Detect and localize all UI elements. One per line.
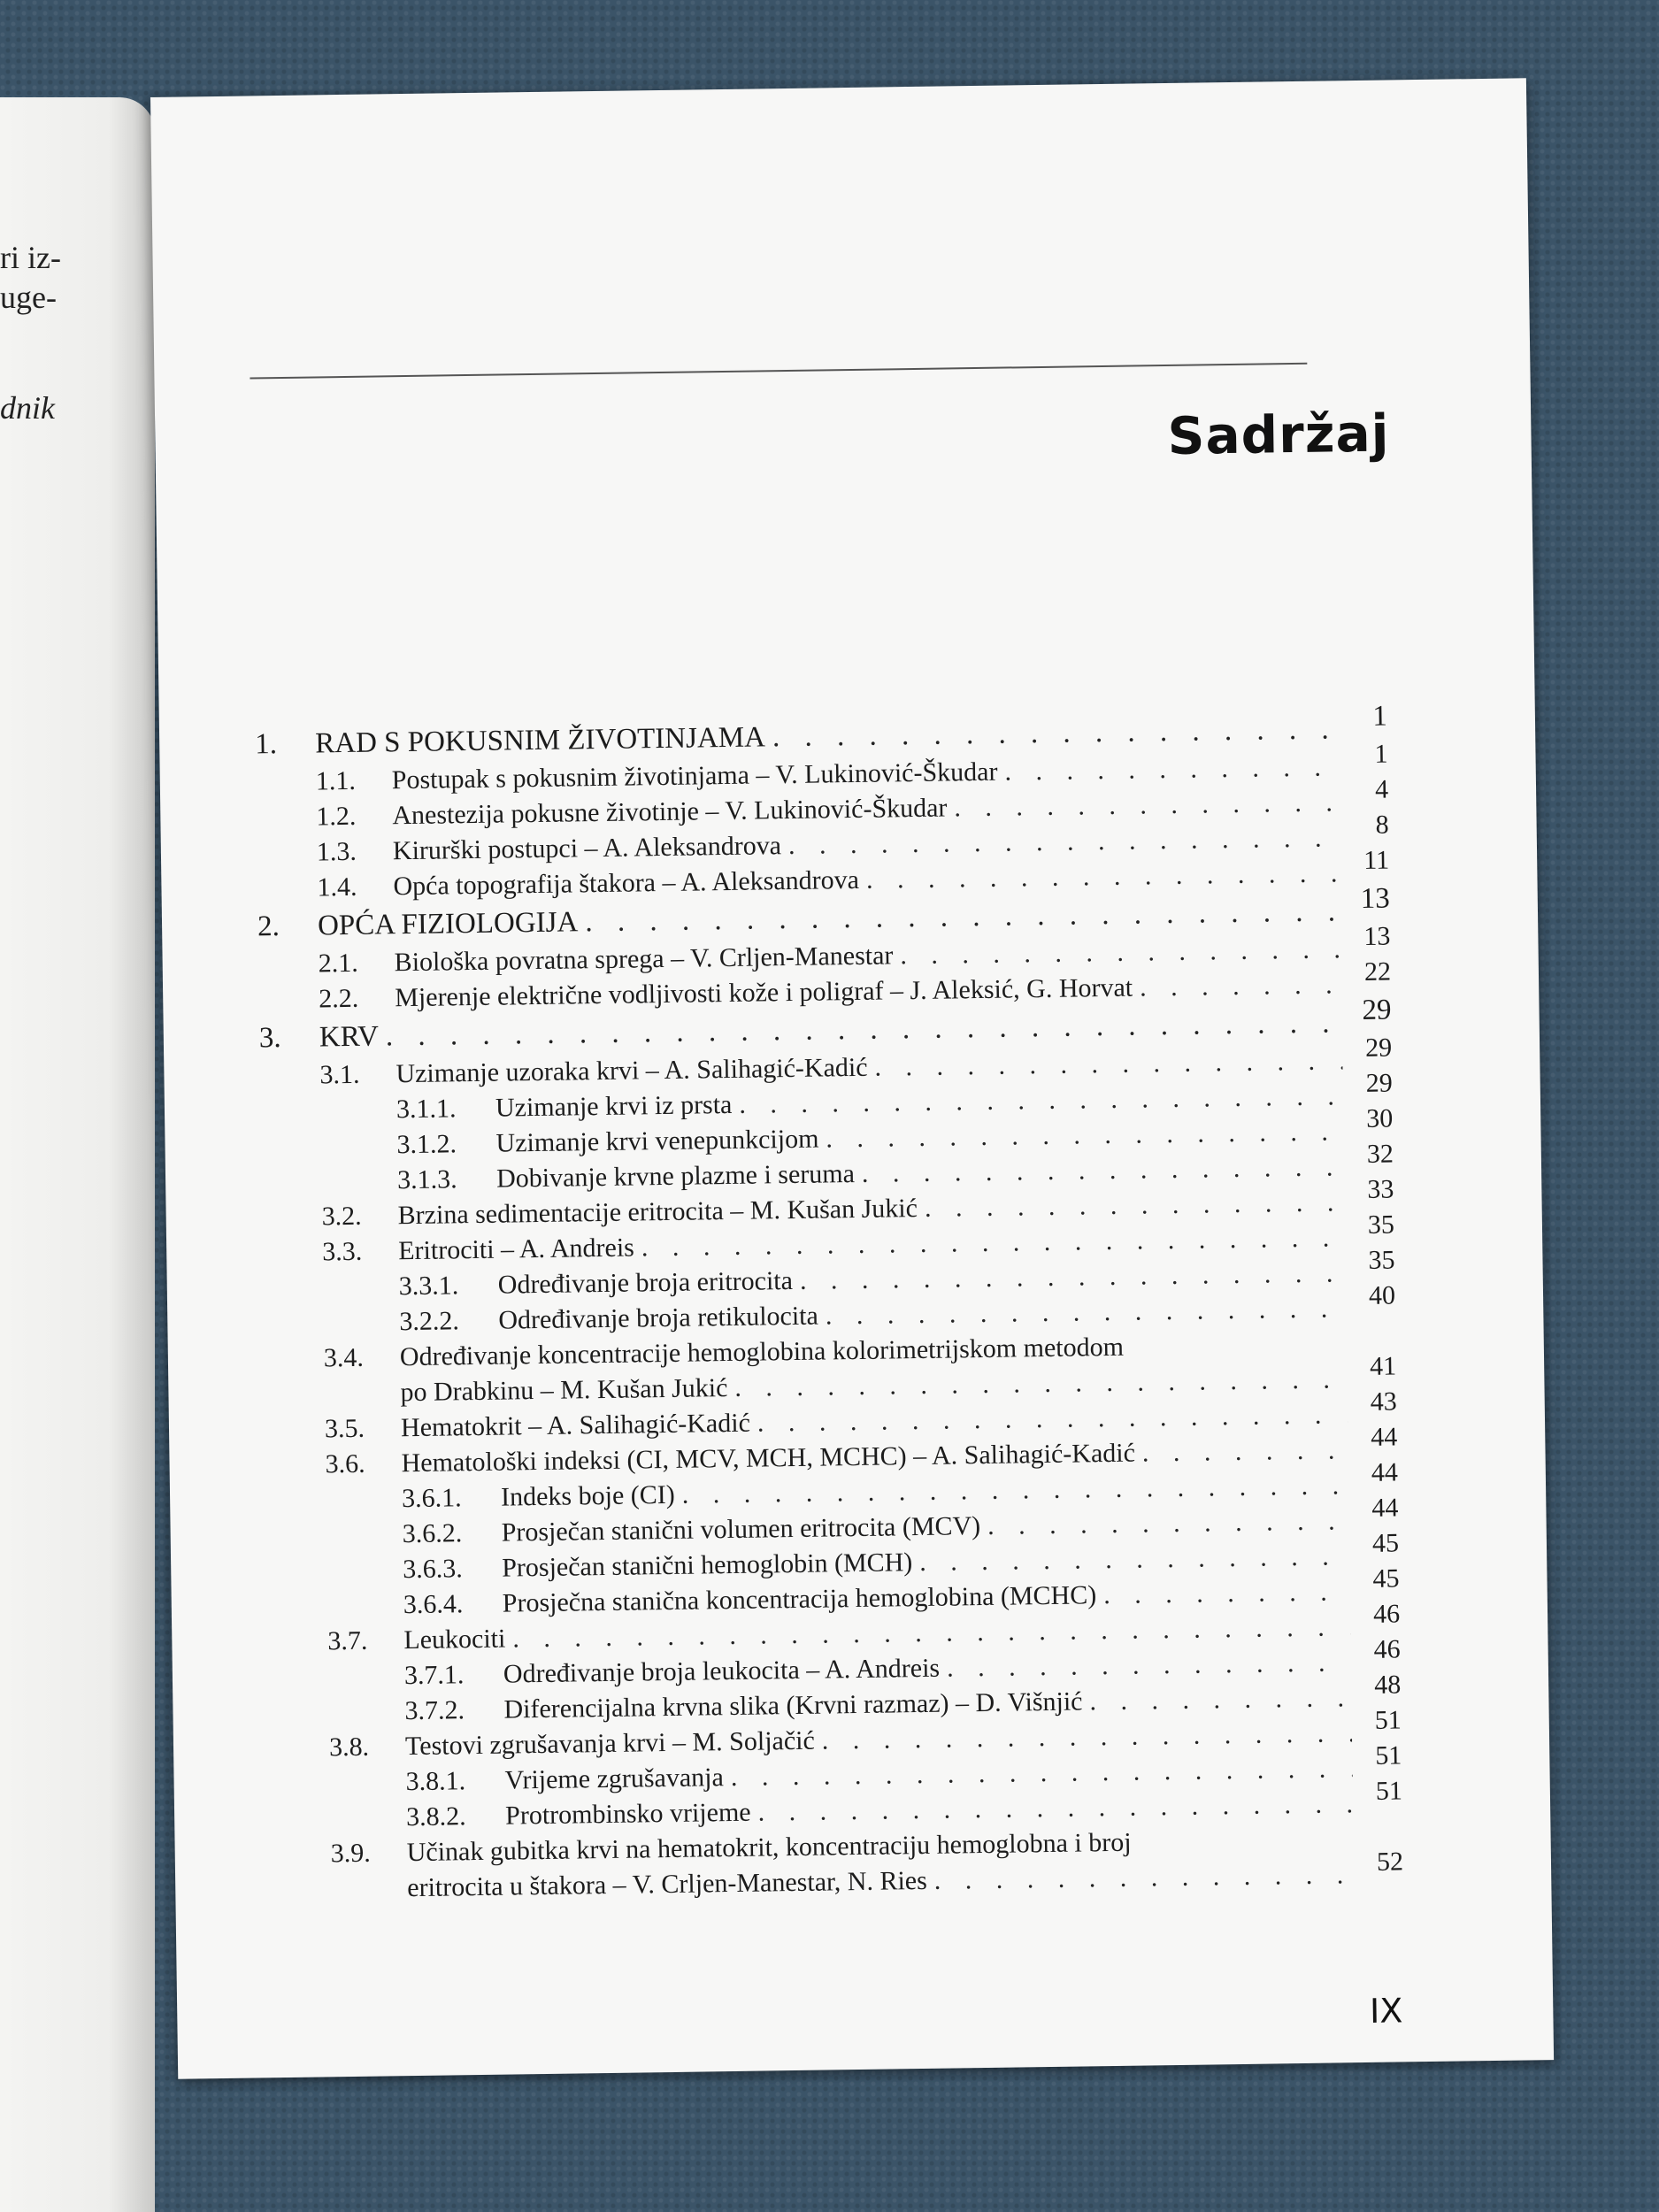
dot-leader [900,932,1341,973]
dot-leader [987,1503,1349,1544]
toc-entry-title: Određivanje broja leukocita – A. Andreis [503,1653,941,1689]
toc-entry-number: 3.6.4. [403,1589,464,1620]
toc-entry-page: 30 [1366,1103,1394,1133]
toc-entry-number: 3.1.2. [396,1129,457,1160]
toc-entry-title: Biološka povratna sprega – V. Crljen-Manestar [394,941,894,978]
left-page-fragment: ri iz- [0,240,61,275]
toc-entry-number: 1.1. [315,765,357,796]
dot-leader [1103,1574,1350,1613]
toc-entry-number: 2.1. [318,948,358,979]
toc-entry-title: Anestezija pokusne životinje – V. Lukinović-Škudar [392,793,948,831]
toc-entry-number: 3.3. [322,1236,363,1267]
toc-entry-page: 46 [1372,1599,1401,1629]
toc-entry-title: Leukociti [403,1624,506,1655]
toc-entry-title: Uzimanje krvi venepunkcijom [495,1124,819,1158]
toc-entry-number: 3.7.2. [404,1695,465,1726]
toc-entry-title: Prosječan stanični hemoglobin (MCH) [502,1548,913,1583]
dot-leader [1089,1680,1351,1719]
toc-entry-number: 3.6.2. [402,1518,463,1549]
toc-entry-title: Testovi zgrušavanja krvi – M. Soljačić [404,1725,816,1762]
toc-entry-title: Prosječan stanični volumen eritrocita (MCV) [501,1511,981,1548]
toc-entry-page: 13 [1363,921,1391,951]
toc-entry-number: 2. [257,910,280,943]
toc-entry-title-continued: po Drabkinu – M. Kušan Jukić [400,1373,728,1408]
toc-entry-page: 45 [1372,1563,1400,1594]
toc-entry-page: 51 [1375,1740,1402,1770]
toc-entry-title: Određivanje koncentracije hemoglobina kolorimetrijskom metodom [399,1332,1125,1372]
toc-entry-page: 41 [1369,1351,1397,1381]
left-page-fragment: uge- [0,280,57,315]
toc-entry-page: 29 [1364,1033,1393,1063]
dot-leader [826,1291,1347,1333]
toc-entry-title: Vrijeme zgrušavanja [504,1763,725,1795]
toc-entry-title: Učinak gubitka krvi na hematokrit, koncentraciju hemoglobna i broj [406,1827,1132,1868]
toc-entry-number: 1.4. [317,872,357,902]
toc-entry-number: 3.2. [321,1201,362,1232]
toc-entry-number: 3.9. [330,1838,371,1869]
toc-entry-title: Određivanje broja eritrocita [497,1265,794,1300]
dot-leader [954,785,1339,826]
toc-entry-title: Eritrociti – A. Andreis [397,1233,635,1266]
toc-entry-page: 46 [1373,1634,1401,1664]
toc-entry-number: 1.2. [316,801,357,832]
toc-entry-number: 2.2. [319,983,359,1014]
toc-entry-page: 29 [1365,1068,1393,1098]
toc-entry-title: Uzimanje uzoraka krvi – A. Salihagić-Kadić [396,1052,868,1089]
toc-entry-title: Opća topografija štakora – A. Aleksandrova [393,864,860,902]
toc-entry-title: Uzimanje krvi iz prsta [495,1089,733,1123]
toc-entry-number: 3.6.1. [401,1483,462,1514]
page-title: Sadržaj [1167,403,1390,466]
dot-leader [947,1645,1351,1686]
toc-entry-page: 44 [1371,1457,1399,1487]
left-page [0,97,155,2212]
toc-entry-page: 13 [1360,882,1391,915]
toc-entry-page: 44 [1371,1422,1398,1452]
toc-entry-title: Prosječna stanična koncentracija hemoglobina (MCHC) [502,1580,1097,1618]
book-page [150,78,1554,2078]
table-of-contents [254,700,1404,1909]
toc-entry-page: 1 [1372,700,1388,733]
toc-entry-title: Protrombinsko vrijeme [504,1797,751,1831]
toc-entry-title-continued: eritrocita u štakora – V. Crljen-Manestar, N. Ries [407,1865,928,1903]
toc-entry-page: 48 [1373,1670,1402,1700]
toc-entry-title: Indeks boje (CI) [500,1479,675,1512]
toc-entry-page: 29 [1362,994,1392,1026]
toc-entry-number: 3.5. [324,1413,365,1444]
header-rule [250,363,1307,380]
toc-entry-page: 35 [1368,1245,1395,1275]
toc-entry-page: 52 [1376,1847,1404,1877]
dot-leader [925,1185,1345,1226]
toc-entry-page: 35 [1367,1210,1395,1240]
toc-entry-page: 22 [1363,956,1392,987]
toc-entry-number: 3.7. [327,1625,368,1656]
toc-entry-page: 33 [1367,1174,1394,1204]
toc-entry-title: Diferencijalna krvna slika (Krvni razmaz) – D. Višnjić [503,1686,1083,1724]
toc-entry-page: 11 [1363,845,1390,875]
toc-entry-title: Mjerenje električne vodljivosti kože i poligraf – J. Aleksić, G. Horvat [395,972,1133,1013]
toc-entry-number: 3.8.1. [405,1766,466,1797]
toc-entry-number: 3.8. [328,1732,370,1763]
dot-leader [1140,967,1342,1005]
toc-entry-title: Postupak s pokusnim životinjama – V. Lukinović-Škudar [391,757,998,795]
toc-entry-number: 3.7.1. [403,1660,465,1691]
dot-leader [1142,1432,1348,1471]
toc-entry-number: 3. [258,1022,281,1055]
dot-leader [919,1539,1349,1580]
toc-entry-title: Određivanje broja retikulocita [498,1301,819,1335]
toc-entry-page: 4 [1374,774,1389,804]
toc-entry-number: 3.4. [323,1342,365,1373]
toc-entry-page: 8 [1375,810,1389,840]
toc-entry-number: 3.1. [319,1059,360,1090]
toc-entry-page: 51 [1375,1776,1403,1806]
toc-entry-number: 3.2.2. [399,1306,460,1337]
toc-entry-title: Hematološki indeksi (CI, MCV, MCH, MCHC) – A. Salihagić-Kadić [401,1438,1136,1479]
toc-entry-title: OPĆA FIZIOLOGIJA [317,906,579,942]
left-page-fragment: dnik [0,390,55,426]
toc-entry-title: Brzina sedimentacije eritrocita – M. Kušan Jukić [397,1194,918,1231]
toc-entry-page: 1 [1374,739,1388,769]
toc-entry-number: 1.3. [316,836,357,867]
dot-leader [934,1857,1355,1899]
toc-entry-page: 43 [1370,1386,1397,1417]
toc-entry-title: RAD S POKUSNIM ŽIVOTINJAMA [314,721,766,760]
toc-entry-page: 45 [1371,1528,1400,1558]
toc-entry-number: 3.6. [325,1448,365,1479]
toc-entry-number: 3.1.3. [396,1164,457,1195]
toc-entry-page: 44 [1371,1493,1399,1523]
toc-entry-number: 1. [254,728,278,761]
page-number: IX [1369,1991,1403,2031]
toc-entry-title: Hematokrit – A. Salihagić-Kadić [400,1408,751,1443]
dot-leader [1004,749,1339,789]
toc-entry-number: 3.6.3. [403,1554,463,1585]
toc-entry-number: 3.3.1. [398,1271,459,1302]
toc-entry-number: 3.8.2. [405,1801,466,1832]
toc-entry-title: Kirurški postupci – A. Aleksandrova [392,831,782,866]
toc-entry-page: 32 [1366,1139,1394,1169]
toc-entry-page: 40 [1368,1280,1396,1310]
toc-entry-page: 51 [1374,1705,1402,1735]
toc-entry-title: Dobivanje krvne plazme i seruma [495,1159,856,1194]
toc-entry-title: KRV [319,1020,380,1054]
toc-entry-number: 3.1.1. [396,1094,457,1125]
